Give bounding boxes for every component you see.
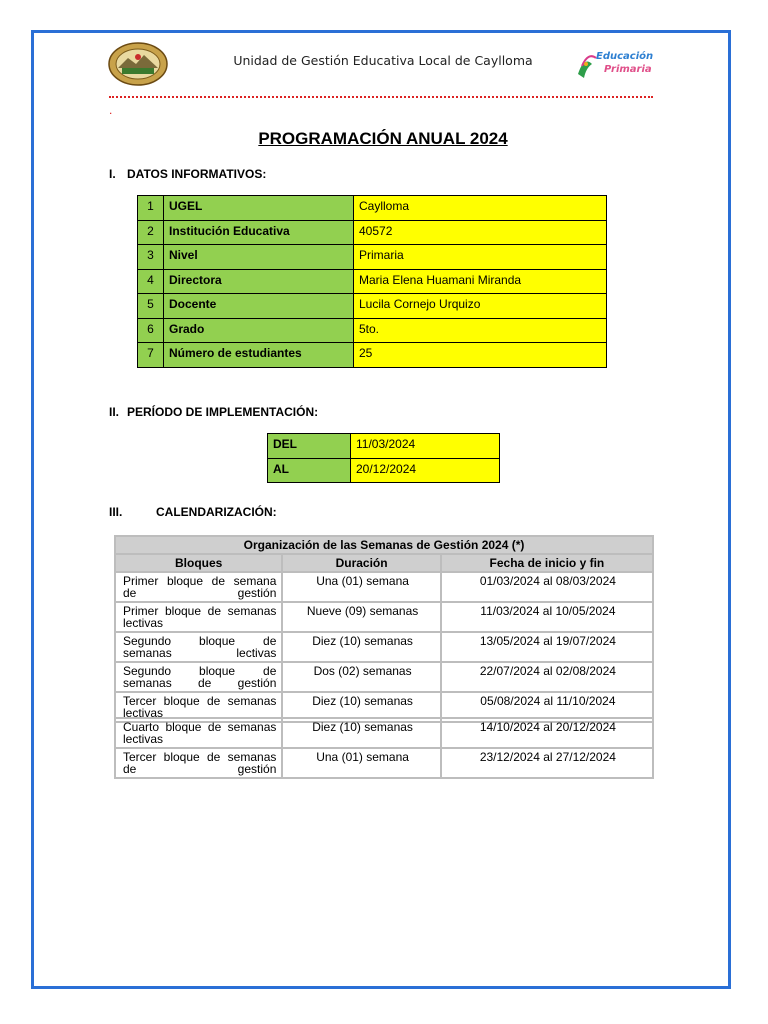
section-heading-datos: I. DATOS INFORMATIVOS: <box>109 167 267 181</box>
info-row-number: 7 <box>138 343 164 368</box>
calendar-dates: 23/12/2024 al 27/12/2024 <box>441 748 653 778</box>
info-row <box>138 269 607 294</box>
info-row-value: 5to. <box>354 318 607 343</box>
calendar-table <box>114 535 654 723</box>
calendar-header-duracion: Duración <box>282 554 440 572</box>
info-row-number: 2 <box>138 220 164 245</box>
calendar-block: Segundo bloque de semanas lectivas <box>115 632 282 662</box>
info-row-field: Nivel <box>164 245 354 270</box>
info-row-value: Lucila Cornejo Urquizo <box>354 294 607 319</box>
calendar-header-fechas: Fecha de inicio y fin <box>441 554 653 572</box>
info-row-value: Maria Elena Huamani Miranda <box>354 269 607 294</box>
svg-text:Primaria: Primaria <box>604 64 652 75</box>
info-row-number: 1 <box>138 196 164 221</box>
info-row <box>138 245 607 270</box>
calendar-title: Organización de las Semanas de Gestión 2024 (*) <box>115 536 653 554</box>
info-row <box>138 318 607 343</box>
calendar-block: Primer bloque de semanas lectivas <box>115 602 282 632</box>
calendar-block: Tercer bloque de semanas lectivas <box>115 692 282 722</box>
calendar-duration: Dos (02) semanas <box>282 662 440 692</box>
info-row-field: Docente <box>164 294 354 319</box>
calendar-row <box>115 602 653 632</box>
info-row-field: UGEL <box>164 196 354 221</box>
info-row-field: Número de estudiantes <box>164 343 354 368</box>
calendar-duration: Diez (10) semanas <box>282 718 440 748</box>
calendar-block: Primer bloque de semana de gestión <box>115 572 282 602</box>
calendar-dates: 05/08/2024 al 11/10/2024 <box>441 692 653 722</box>
calendar-block: Tercer bloque de semanas de gestión <box>115 748 282 778</box>
ugel-seal-logo <box>108 42 168 86</box>
period-value: 20/12/2024 <box>351 458 500 483</box>
period-label: DEL <box>268 434 351 459</box>
calendar-duration: Una (01) semana <box>282 748 440 778</box>
period-row <box>268 434 500 459</box>
svg-text:Educación: Educación <box>596 51 654 62</box>
header-divider <box>109 96 653 98</box>
page-title: PROGRAMACIÓN ANUAL 2024 <box>258 129 508 148</box>
calendar-dates: 22/07/2024 al 02/08/2024 <box>441 662 653 692</box>
calendar-header-bloques: Bloques <box>115 554 282 572</box>
periodo-table <box>267 433 500 483</box>
calendar-duration: Diez (10) semanas <box>282 632 440 662</box>
calendar-table-continued <box>114 717 654 779</box>
header-institution: Unidad de Gestión Educativa Local de Caylloma <box>233 53 533 68</box>
calendar-dates: 14/10/2024 al 20/12/2024 <box>441 718 653 748</box>
datos-informativos-table <box>137 195 607 368</box>
info-row-value: Caylloma <box>354 196 607 221</box>
calendar-row <box>115 572 653 602</box>
calendar-dates: 13/05/2024 al 19/07/2024 <box>441 632 653 662</box>
section-heading-periodo: II. PERÍODO DE IMPLEMENTACIÓN: <box>109 405 319 419</box>
info-row <box>138 196 607 221</box>
period-row <box>268 458 500 483</box>
info-row-value: 25 <box>354 343 607 368</box>
calendar-duration: Una (01) semana <box>282 572 440 602</box>
info-row-field: Grado <box>164 318 354 343</box>
info-row-number: 4 <box>138 269 164 294</box>
calendar-block: Cuarto bloque de semanas lectivas <box>115 718 282 748</box>
info-row-value: 40572 <box>354 220 607 245</box>
info-row-number: 5 <box>138 294 164 319</box>
divider-dot: . <box>109 103 113 117</box>
period-label: AL <box>268 458 351 483</box>
calendar-row <box>115 748 653 778</box>
educacion-primaria-logo <box>574 44 658 84</box>
info-row-value: Primaria <box>354 245 607 270</box>
calendar-row <box>115 662 653 692</box>
info-row <box>138 343 607 368</box>
info-row-number: 6 <box>138 318 164 343</box>
calendar-dates: 01/03/2024 al 08/03/2024 <box>441 572 653 602</box>
info-row-field: Directora <box>164 269 354 294</box>
calendar-block: Segundo bloque de semanas de gestión <box>115 662 282 692</box>
calendar-duration: Nueve (09) semanas <box>282 602 440 632</box>
calendar-duration: Diez (10) semanas <box>282 692 440 722</box>
info-row-number: 3 <box>138 245 164 270</box>
info-row <box>138 220 607 245</box>
calendar-row <box>115 632 653 662</box>
calendar-row <box>115 718 653 748</box>
calendar-dates: 11/03/2024 al 10/05/2024 <box>441 602 653 632</box>
section-heading-calendarizacion: III. CALENDARIZACIÓN: <box>109 505 277 519</box>
info-row <box>138 294 607 319</box>
period-value: 11/03/2024 <box>351 434 500 459</box>
info-row-field: Institución Educativa <box>164 220 354 245</box>
